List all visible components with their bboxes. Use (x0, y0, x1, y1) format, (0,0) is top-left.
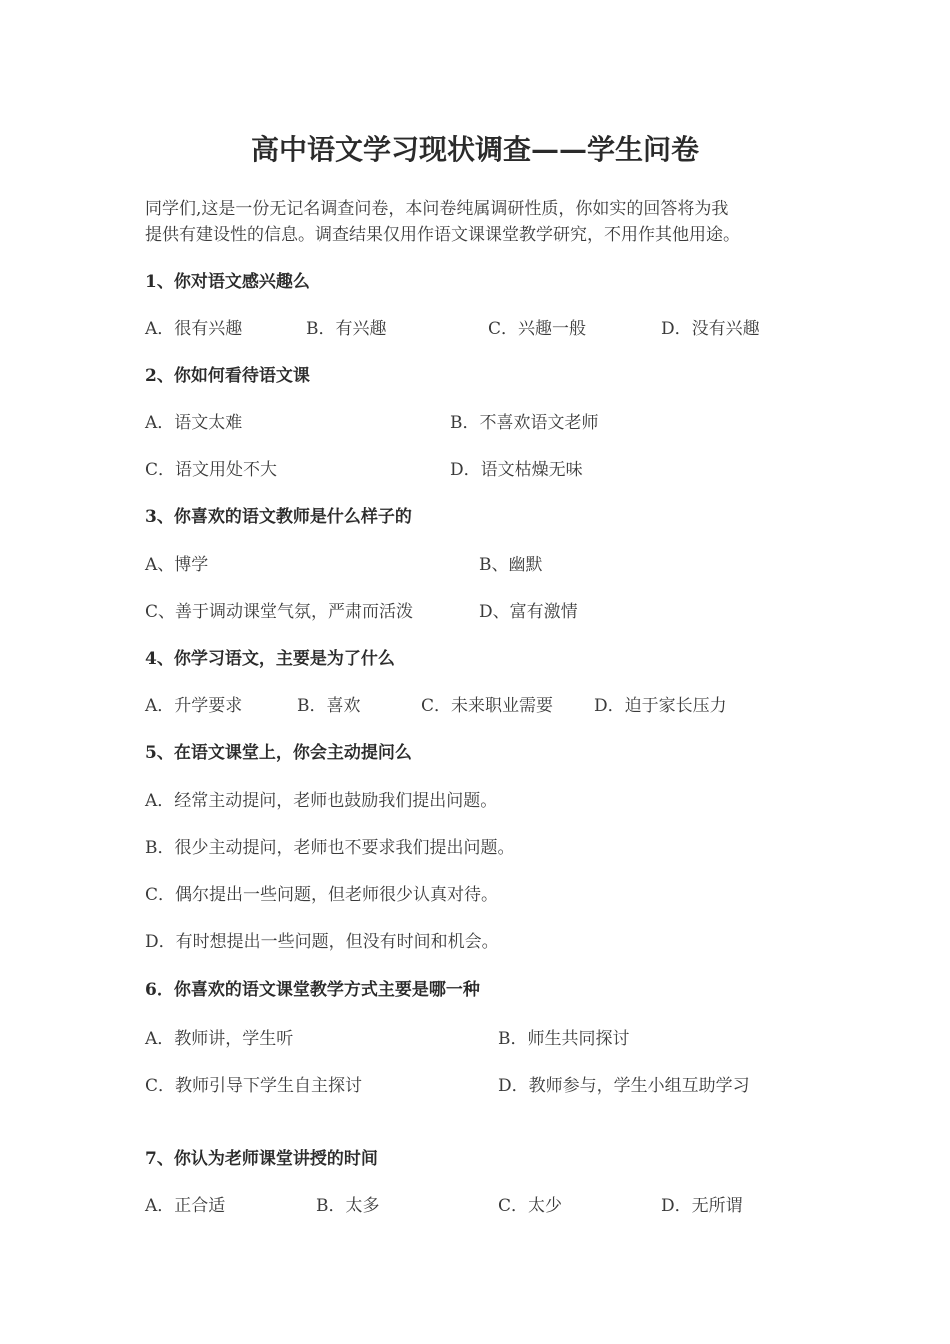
question-6: 6．你喜欢的语文课堂教学方式主要是哪一种 (145, 980, 480, 1000)
q6-option-a[interactable]: A．教师讲，学生听 (145, 1029, 294, 1049)
q7-option-d[interactable]: D．无所谓 (661, 1196, 743, 1216)
q7-option-b[interactable]: B．太多 (316, 1196, 380, 1216)
q4-option-b[interactable]: B．喜欢 (297, 696, 361, 716)
question-2: 2、你如何看待语文课 (145, 366, 310, 386)
q1-option-a[interactable]: A．很有兴趣 (145, 319, 243, 339)
q1-option-c[interactable]: C．兴趣一般 (488, 319, 587, 339)
q2-option-a[interactable]: A．语文太难 (145, 413, 243, 433)
q1-option-d[interactable]: D．没有兴趣 (661, 319, 760, 339)
question-4: 4、你学习语文，主要是为了什么 (145, 649, 395, 669)
page-title: 高中语文学习现状调查——学生问卷 (250, 133, 699, 166)
q3-option-d[interactable]: D、富有激情 (479, 602, 578, 622)
q1-option-b[interactable]: B．有兴趣 (306, 319, 387, 339)
intro-line: 提供有建设性的信息。调查结果仅用作语文课课堂教学研究，不用作其他用途。 (145, 225, 740, 245)
q7-option-c[interactable]: C．太少 (498, 1196, 563, 1216)
q5-option-d[interactable]: D．有时想提出一些问题，但没有时间和机会。 (145, 932, 499, 952)
q5-option-a[interactable]: A．经常主动提问，老师也鼓励我们提出问题。 (145, 791, 498, 811)
q5-option-b[interactable]: B．很少主动提问，老师也不要求我们提出问题。 (145, 838, 515, 858)
q2-option-b[interactable]: B．不喜欢语文老师 (450, 413, 599, 433)
q6-option-b[interactable]: B．师生共同探讨 (498, 1029, 630, 1049)
q5-option-c[interactable]: C．偶尔提出一些问题，但老师很少认真对待。 (145, 885, 499, 905)
q6-option-d[interactable]: D．教师参与，学生小组互助学习 (498, 1076, 750, 1096)
q4-option-d[interactable]: D．迫于家长压力 (594, 696, 727, 716)
q2-option-c[interactable]: C．语文用处不大 (145, 460, 278, 480)
q4-option-a[interactable]: A．升学要求 (145, 696, 243, 716)
q3-option-b[interactable]: B、幽默 (479, 555, 543, 575)
q2-option-d[interactable]: D．语文枯燥无味 (450, 460, 583, 480)
intro-line: 同学们,这是一份无记名调查问卷，本问卷纯属调研性质，你如实的回答将为我 (145, 199, 729, 219)
q6-option-c[interactable]: C．教师引导下学生自主探讨 (145, 1076, 363, 1096)
q7-option-a[interactable]: A．正合适 (145, 1196, 226, 1216)
question-5: 5、在语文课堂上，你会主动提问么 (145, 743, 412, 763)
question-3: 3、你喜欢的语文教师是什么样子的 (145, 507, 412, 527)
q4-option-c[interactable]: C．未来职业需要 (421, 696, 554, 716)
question-1: 1、你对语文感兴趣么 (145, 272, 310, 292)
q3-option-a[interactable]: A、博学 (145, 555, 209, 575)
question-7: 7、你认为老师课堂讲授的时间 (145, 1149, 378, 1169)
intro-paragraph (145, 196, 815, 248)
q3-option-c[interactable]: C、善于调动课堂气氛，严肃而活泼 (145, 602, 414, 622)
